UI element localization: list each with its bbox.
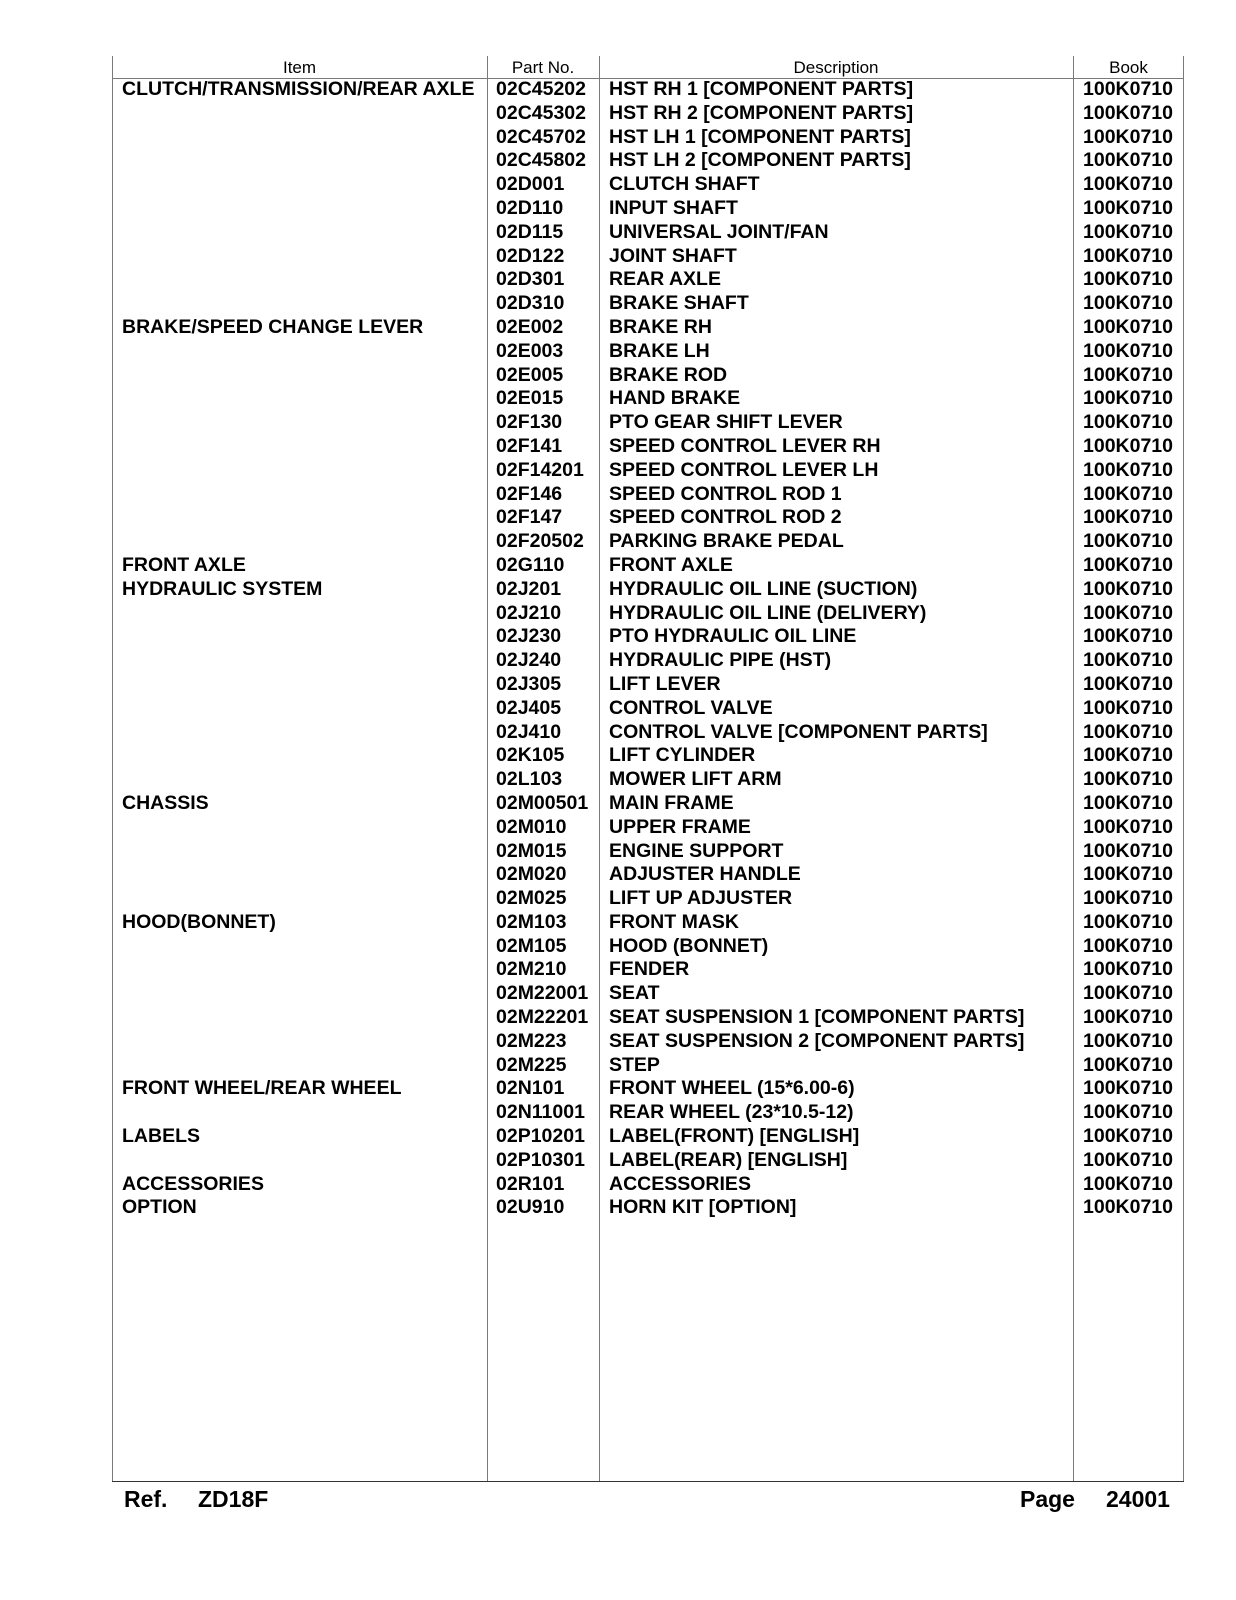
table-row — [112, 245, 1184, 269]
book-cell: 100K0710 — [1083, 649, 1173, 672]
description-cell: CONTROL VALVE — [609, 696, 773, 719]
book-cell: 100K0710 — [1083, 268, 1173, 291]
book-cell: 100K0710 — [1083, 863, 1173, 886]
description-cell: FRONT WHEEL (15*6.00-6) — [609, 1077, 855, 1100]
book-cell: 100K0710 — [1083, 1029, 1173, 1052]
table-row — [112, 316, 1184, 340]
table-row — [112, 958, 1184, 982]
description-cell: INPUT SHAFT — [609, 196, 738, 219]
item-cell: CHASSIS — [122, 791, 209, 814]
table-row — [112, 1173, 1184, 1197]
part-no-cell: 02E015 — [496, 387, 564, 410]
book-cell: 100K0710 — [1083, 173, 1173, 196]
table-row — [112, 102, 1184, 126]
part-no-cell: 02C45202 — [496, 78, 586, 100]
part-no-cell: 02J305 — [496, 672, 562, 695]
table-row — [112, 602, 1184, 626]
part-no-cell: 02M103 — [496, 910, 567, 933]
header-part-no: Part No. — [511, 58, 575, 77]
book-cell: 100K0710 — [1083, 387, 1173, 410]
book-cell: 100K0710 — [1083, 315, 1173, 338]
part-no-cell: 02D001 — [496, 173, 565, 196]
part-no-cell: 02J405 — [496, 696, 562, 719]
table-row — [112, 1196, 1184, 1220]
part-no-cell: 02D122 — [496, 244, 565, 267]
part-no-cell: 02R101 — [496, 1172, 565, 1195]
book-cell: 100K0710 — [1083, 791, 1173, 814]
table-row — [112, 649, 1184, 673]
book-cell: 100K0710 — [1083, 196, 1173, 219]
part-no-cell: 02P10201 — [496, 1125, 585, 1148]
book-cell: 100K0710 — [1083, 1077, 1173, 1100]
book-cell: 100K0710 — [1083, 244, 1173, 267]
header-item: Item — [282, 58, 317, 77]
part-no-cell: 02M22001 — [496, 982, 589, 1005]
book-cell: 100K0710 — [1083, 482, 1173, 505]
item-cell: CLUTCH/TRANSMISSION/REAR AXLE — [122, 78, 475, 100]
part-no-cell: 02D310 — [496, 292, 565, 315]
part-no-cell: 02E003 — [496, 339, 564, 362]
table-row — [112, 792, 1184, 816]
table-row — [112, 1125, 1184, 1149]
part-no-cell: 02J210 — [496, 601, 562, 624]
item-cell: OPTION — [122, 1196, 197, 1219]
part-no-cell: 02C45702 — [496, 125, 586, 148]
item-cell: HOOD(BONNET) — [122, 910, 276, 933]
part-no-cell: 02E005 — [496, 363, 564, 386]
description-cell: LABEL(REAR) [ENGLISH] — [609, 1148, 848, 1171]
table-row — [112, 1054, 1184, 1078]
table-row — [112, 340, 1184, 364]
description-cell: LIFT UP ADJUSTER — [609, 887, 793, 910]
table-row — [112, 387, 1184, 411]
description-cell: HYDRAULIC OIL LINE (SUCTION) — [609, 577, 918, 600]
table-row — [112, 292, 1184, 316]
part-no-cell: 02M025 — [496, 887, 567, 910]
table-row — [112, 1101, 1184, 1125]
description-cell: HYDRAULIC OIL LINE (DELIVERY) — [609, 601, 927, 624]
part-no-cell: 02K105 — [496, 744, 565, 767]
book-cell: 100K0710 — [1083, 530, 1173, 553]
book-cell: 100K0710 — [1083, 1053, 1173, 1076]
part-no-cell: 02D115 — [496, 220, 564, 243]
table-row — [112, 625, 1184, 649]
description-cell: SEAT SUSPENSION 1 [COMPONENT PARTS] — [609, 1006, 1025, 1029]
header-description: Description — [793, 58, 879, 77]
book-cell: 100K0710 — [1083, 1125, 1173, 1148]
part-no-cell: 02D301 — [496, 268, 565, 291]
book-cell: 100K0710 — [1083, 672, 1173, 695]
table-row — [112, 411, 1184, 435]
part-no-cell: 02C45802 — [496, 149, 586, 172]
description-cell: BRAKE SHAFT — [609, 292, 749, 315]
description-cell: UPPER FRAME — [609, 815, 751, 838]
part-no-cell: 02J410 — [496, 720, 562, 743]
table-row — [112, 721, 1184, 745]
part-no-cell: 02C45302 — [496, 101, 586, 124]
part-no-cell: 02M210 — [496, 958, 567, 981]
header-book: Book — [1109, 58, 1148, 77]
description-cell: REAR WHEEL (23*10.5-12) — [609, 1101, 854, 1124]
description-cell: FRONT AXLE — [609, 553, 733, 576]
table-row — [112, 935, 1184, 959]
table-row — [112, 435, 1184, 459]
table-row — [112, 221, 1184, 245]
description-cell: PTO HYDRAULIC OIL LINE — [609, 625, 857, 648]
description-cell: SEAT SUSPENSION 2 [COMPONENT PARTS] — [609, 1029, 1025, 1052]
part-no-cell: 02E002 — [496, 315, 564, 338]
model-code: ZD18F — [198, 1486, 269, 1512]
description-cell: ADJUSTER HANDLE — [609, 863, 801, 886]
description-cell: STEP — [609, 1053, 660, 1076]
table-row — [112, 744, 1184, 768]
table-row — [112, 982, 1184, 1006]
table-row — [112, 697, 1184, 721]
description-cell: MAIN FRAME — [609, 791, 734, 814]
book-cell: 100K0710 — [1083, 601, 1173, 624]
description-cell: HAND BRAKE — [609, 387, 741, 410]
description-cell: HORN KIT [OPTION] — [609, 1196, 797, 1219]
description-cell: HST RH 2 [COMPONENT PARTS] — [609, 101, 914, 124]
part-no-cell: 02J201 — [496, 577, 562, 600]
description-cell: HST RH 1 [COMPONENT PARTS] — [609, 78, 914, 100]
description-cell: BRAKE ROD — [609, 363, 728, 386]
description-cell: PARKING BRAKE PEDAL — [609, 530, 844, 553]
book-cell: 100K0710 — [1083, 506, 1173, 529]
book-cell: 100K0710 — [1083, 982, 1173, 1005]
book-cell: 100K0710 — [1083, 1148, 1173, 1171]
table-row — [112, 1077, 1184, 1101]
book-cell: 100K0710 — [1083, 910, 1173, 933]
description-cell: FENDER — [609, 958, 690, 981]
part-no-cell: 02F141 — [496, 434, 563, 457]
part-no-cell: 02M22201 — [496, 1006, 589, 1029]
description-cell: HYDRAULIC PIPE (HST) — [609, 649, 832, 672]
book-cell: 100K0710 — [1083, 696, 1173, 719]
table-row — [112, 887, 1184, 911]
description-cell: SPEED CONTROL LEVER RH — [609, 434, 881, 457]
table-row — [112, 1030, 1184, 1054]
table-body — [112, 78, 1184, 1220]
table-row — [112, 673, 1184, 697]
table-row — [112, 816, 1184, 840]
table-row — [112, 268, 1184, 292]
part-no-cell: 02N101 — [496, 1077, 565, 1100]
item-cell: FRONT WHEEL/REAR WHEEL — [122, 1077, 402, 1100]
description-cell: MOWER LIFT ARM — [609, 768, 782, 791]
description-cell: ACCESSORIES — [609, 1172, 751, 1195]
part-no-cell: 02L103 — [496, 768, 563, 791]
table-row — [112, 364, 1184, 388]
description-cell: ENGINE SUPPORT — [609, 839, 784, 862]
part-no-cell: 02J240 — [496, 649, 562, 672]
table-row — [112, 911, 1184, 935]
description-cell: HST LH 2 [COMPONENT PARTS] — [609, 149, 911, 172]
part-no-cell: 02F146 — [496, 482, 563, 505]
book-cell: 100K0710 — [1083, 292, 1173, 315]
description-cell: PTO GEAR SHIFT LEVER — [609, 411, 843, 434]
table-row — [112, 1006, 1184, 1030]
page-number: 24001 — [1106, 1486, 1170, 1512]
part-no-cell: 02M223 — [496, 1029, 567, 1052]
description-cell: BRAKE LH — [609, 339, 710, 362]
part-no-cell: 02F14201 — [496, 458, 584, 481]
description-cell: FRONT MASK — [609, 910, 739, 933]
book-cell: 100K0710 — [1083, 1101, 1173, 1124]
part-no-cell: 02M010 — [496, 815, 567, 838]
parts-index-table — [112, 56, 1184, 1482]
table-row — [112, 173, 1184, 197]
book-cell: 100K0710 — [1083, 744, 1173, 767]
part-no-cell: 02F20502 — [496, 530, 584, 553]
table-header — [112, 56, 1184, 78]
page-label: Page — [1020, 1486, 1075, 1512]
part-no-cell: 02M105 — [496, 934, 567, 957]
table-row — [112, 530, 1184, 554]
page-footer — [0, 1486, 1236, 1516]
book-cell: 100K0710 — [1083, 434, 1173, 457]
book-cell: 100K0710 — [1083, 363, 1173, 386]
table-row — [112, 197, 1184, 221]
table-bottom-border — [112, 1481, 1184, 1482]
book-cell: 100K0710 — [1083, 411, 1173, 434]
ref-label: Ref. — [124, 1486, 168, 1512]
table-row — [112, 78, 1184, 102]
book-cell: 100K0710 — [1083, 125, 1173, 148]
table-row — [112, 459, 1184, 483]
part-no-cell: 02D110 — [496, 196, 564, 219]
book-cell: 100K0710 — [1083, 625, 1173, 648]
book-cell: 100K0710 — [1083, 958, 1173, 981]
book-cell: 100K0710 — [1083, 1172, 1173, 1195]
book-cell: 100K0710 — [1083, 839, 1173, 862]
table-row — [112, 840, 1184, 864]
description-cell: BRAKE RH — [609, 315, 712, 338]
book-cell: 100K0710 — [1083, 577, 1173, 600]
book-cell: 100K0710 — [1083, 934, 1173, 957]
table-row — [112, 863, 1184, 887]
book-cell: 100K0710 — [1083, 720, 1173, 743]
table-row — [112, 768, 1184, 792]
book-cell: 100K0710 — [1083, 1006, 1173, 1029]
description-cell: CLUTCH SHAFT — [609, 173, 760, 196]
part-no-cell: 02J230 — [496, 625, 562, 648]
description-cell: LIFT CYLINDER — [609, 744, 756, 767]
description-cell: CONTROL VALVE [COMPONENT PARTS] — [609, 720, 988, 743]
book-cell: 100K0710 — [1083, 887, 1173, 910]
description-cell: SPEED CONTROL ROD 1 — [609, 482, 842, 505]
part-no-cell: 02U910 — [496, 1196, 565, 1219]
table-row — [112, 578, 1184, 602]
description-cell: SPEED CONTROL LEVER LH — [609, 458, 879, 481]
description-cell: JOINT SHAFT — [609, 244, 737, 267]
item-cell: FRONT AXLE — [122, 553, 246, 576]
description-cell: UNIVERSAL JOINT/FAN — [609, 220, 829, 243]
book-cell: 100K0710 — [1083, 553, 1173, 576]
part-no-cell: 02M020 — [496, 863, 567, 886]
book-cell: 100K0710 — [1083, 768, 1173, 791]
description-cell: HST LH 1 [COMPONENT PARTS] — [609, 125, 911, 148]
book-cell: 100K0710 — [1083, 220, 1173, 243]
book-cell: 100K0710 — [1083, 815, 1173, 838]
table-row — [112, 1149, 1184, 1173]
table-row — [112, 483, 1184, 507]
item-cell: LABELS — [122, 1125, 200, 1148]
description-cell: SPEED CONTROL ROD 2 — [609, 506, 842, 529]
table-row — [112, 149, 1184, 173]
item-cell: BRAKE/SPEED CHANGE LEVER — [122, 315, 424, 338]
table-row — [112, 126, 1184, 150]
description-cell: HOOD (BONNET) — [609, 934, 769, 957]
part-no-cell: 02F130 — [496, 411, 563, 434]
item-cell: HYDRAULIC SYSTEM — [122, 577, 323, 600]
book-cell: 100K0710 — [1083, 149, 1173, 172]
book-cell: 100K0710 — [1083, 78, 1173, 100]
part-no-cell: 02P10301 — [496, 1148, 585, 1171]
part-no-cell: 02N11001 — [496, 1101, 585, 1124]
description-cell: SEAT — [609, 982, 660, 1005]
table-row — [112, 506, 1184, 530]
part-no-cell: 02M225 — [496, 1053, 567, 1076]
book-cell: 100K0710 — [1083, 458, 1173, 481]
book-cell: 100K0710 — [1083, 339, 1173, 362]
part-no-cell: 02G110 — [496, 553, 565, 576]
description-cell: LABEL(FRONT) [ENGLISH] — [609, 1125, 860, 1148]
description-cell: LIFT LEVER — [609, 672, 721, 695]
table-row — [112, 554, 1184, 578]
item-cell: ACCESSORIES — [122, 1172, 264, 1195]
part-no-cell: 02M00501 — [496, 791, 589, 814]
description-cell: REAR AXLE — [609, 268, 721, 291]
book-cell: 100K0710 — [1083, 101, 1173, 124]
part-no-cell: 02M015 — [496, 839, 567, 862]
book-cell: 100K0710 — [1083, 1196, 1173, 1219]
part-no-cell: 02F147 — [496, 506, 563, 529]
